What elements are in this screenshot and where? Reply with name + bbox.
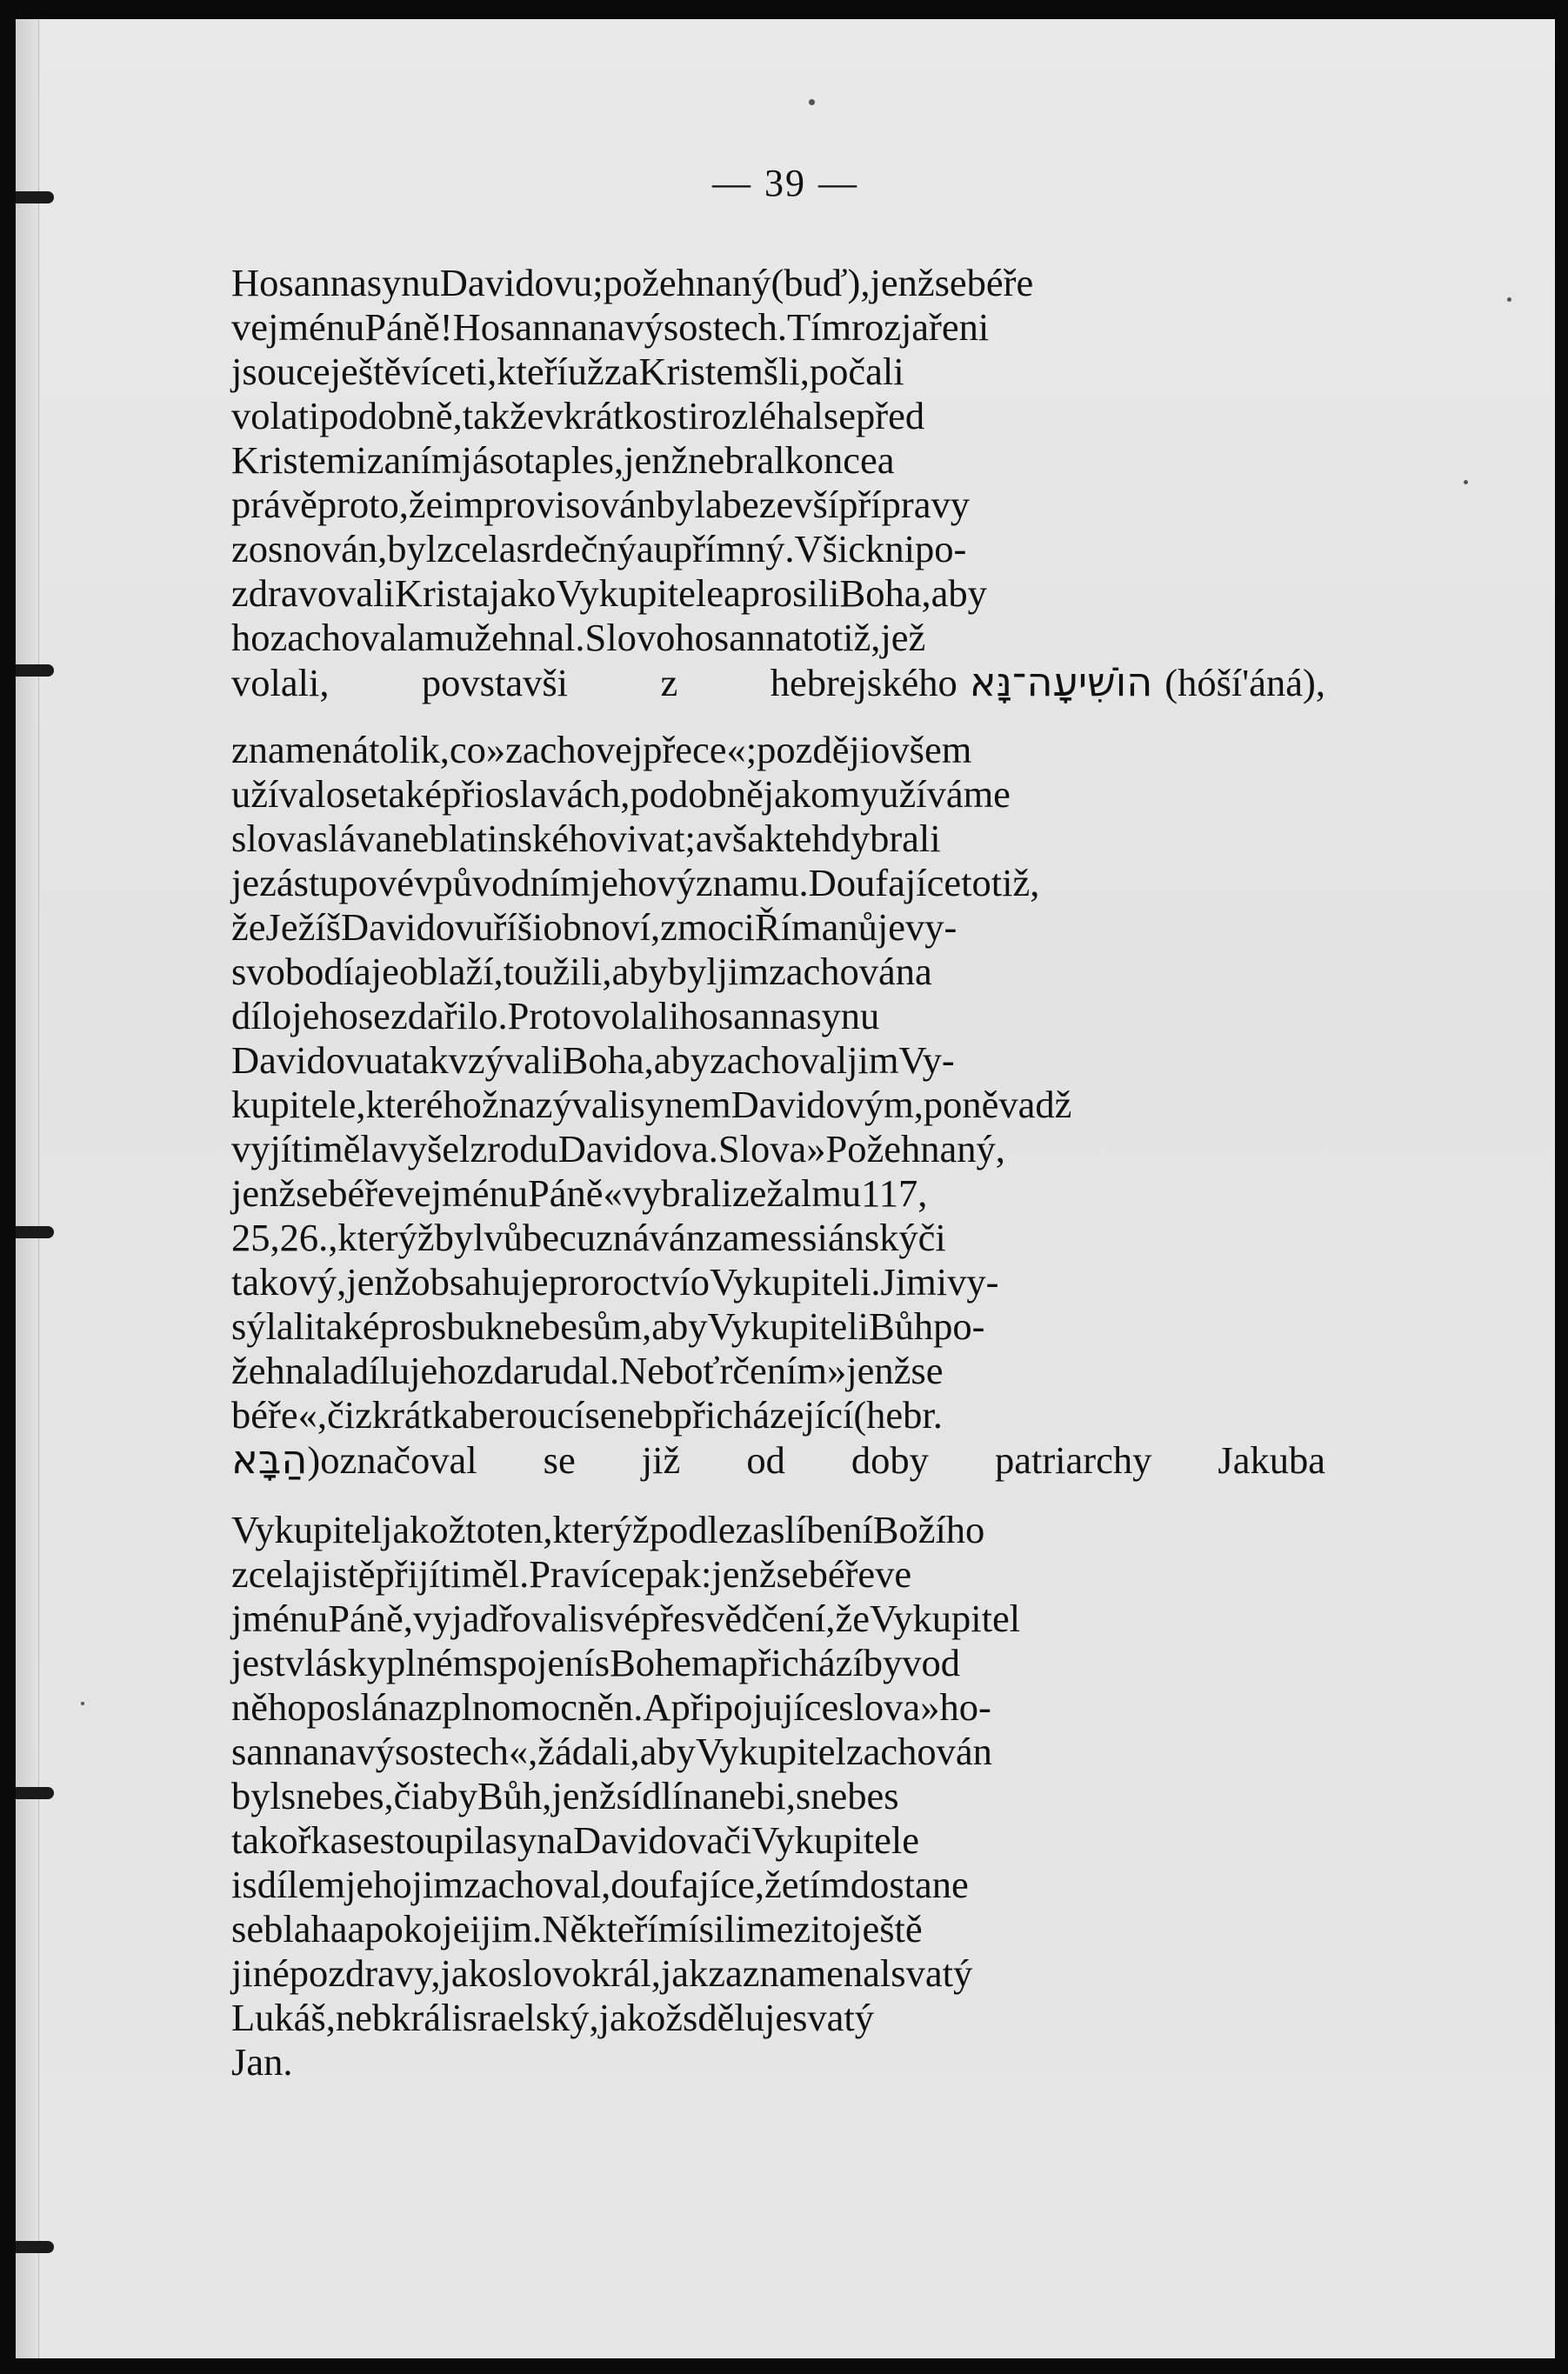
text-line: isdílemjehojimzachoval,doufajíce,žetímdostane bbox=[231, 1863, 969, 1906]
text-line: béře«,čizkrátkaberoucísenebpřicházející(hebr. bbox=[231, 1393, 943, 1437]
binding-stitch bbox=[16, 2241, 54, 2253]
text-line: žeJežíšDavidovuříšiobnoví,zmociŘímanůjevy- bbox=[231, 905, 957, 949]
text-line: právěproto,žeimprovisovánbylabezevšípřípravy bbox=[231, 483, 970, 526]
text-line: volatipodobně,takževkrátkostirozléhalsepřed bbox=[231, 394, 925, 437]
text-line: vejménuPáně!Hosannanavýsostech.Tímrozjařeni bbox=[231, 305, 990, 349]
text-line: jinépozdravy,jakoslovokrál,jakzaznamenalsvatý bbox=[231, 1951, 973, 1995]
text-line: takořkasestoupilasynaDavidovačiVykupitele bbox=[231, 1818, 919, 1862]
text-line: zosnován,bylzcelasrdečnýaupřímný.Všicknipo- bbox=[231, 527, 967, 570]
binding-stitch bbox=[16, 664, 54, 677]
text-line: kupitele,kteréhožnazývalisynemDavidovým,poněvadž bbox=[231, 1083, 1072, 1126]
paragraph-1 bbox=[231, 261, 1325, 712]
text-line: žehnaladílujehozdarudal.Neboťrčením»jenžse bbox=[231, 1349, 944, 1392]
book-page bbox=[16, 19, 1555, 2358]
text-line: užívalosetaképřioslavách,podobnějakomyužíváme bbox=[231, 772, 1011, 816]
paragraph-3 bbox=[231, 1508, 1325, 2084]
text-line: jménuPáně,vyjadřovalisvépřesvědčení,žeVykupitel bbox=[231, 1597, 1021, 1640]
text-line: DavidovuatakvzývaliBoha,abyzachovaljimVy- bbox=[231, 1038, 955, 1082]
text-line: zcelajistěpřijítiměl.Pravícepak:jenžsebéřeve bbox=[231, 1552, 912, 1596]
text-line: svobodíajeoblaží,toužili,abybyljimzachována bbox=[231, 950, 932, 993]
line-text: volali, povstavši z hebrejského bbox=[231, 661, 957, 704]
text-line: jestvláskyplnémspojenísBohemapřicházíbyvod bbox=[231, 1641, 960, 1684]
text-line: Vykupiteljakožtoten,kterýžpodlezaslíbeníBožího bbox=[231, 1508, 985, 1551]
text-line: 25,26.,kterýžbylvůbecuznávánzamessiánskýči bbox=[231, 1216, 946, 1259]
hebrew-word: הַבָּא bbox=[231, 1436, 308, 1483]
hebrew-word: הוֹשִׁיעָה־נָּא bbox=[969, 658, 1153, 705]
page-number: 39 bbox=[764, 162, 806, 204]
text-line-with-hebrew bbox=[231, 660, 1325, 712]
text-line: HosannasynuDavidovu;požehnaný(buď),jenžsebéře bbox=[231, 261, 1034, 304]
text-line: Jan. bbox=[231, 2040, 293, 2084]
ink-speck bbox=[1464, 480, 1468, 484]
paren: ) bbox=[307, 1438, 321, 1482]
text-line: znamenátolik,co»zachovejpřece«;pozdějiovšem bbox=[231, 728, 972, 771]
text-line: jenžsebéřevejménuPáně«vybralizežalmu117, bbox=[231, 1171, 928, 1215]
text-line: hozachovalamužehnal.Slovohosannatotiž,jež bbox=[231, 616, 926, 659]
text-line: něhoposlánazplnomocněn.Apřipojujíceslova»ho- bbox=[231, 1685, 991, 1729]
page-number-header bbox=[16, 161, 1555, 205]
text-line: vyjítimělavyšelzroduDavidova.Slova»Požehnaný, bbox=[231, 1127, 1005, 1170]
ink-speck bbox=[809, 99, 815, 105]
binding-stitch bbox=[16, 1787, 54, 1799]
text-line: dílojehosezdařilo.Protovolalihosannasynu bbox=[231, 994, 880, 1037]
dash-left: — bbox=[712, 162, 752, 204]
text-line: seblahaapokojeijim.Někteřímísilimezitoještě bbox=[231, 1907, 923, 1951]
binding-stitch bbox=[16, 1226, 54, 1238]
text-line-with-hebrew bbox=[231, 1437, 1325, 1490]
text-line: sýlalitaképrosbuknebesům,abyVykupiteliBůhpo- bbox=[231, 1304, 985, 1348]
text-line: Lukáš,nebkrálisraelský,jakožsdělujesvatý bbox=[231, 1996, 875, 2039]
text-line: bylsnebes,čiabyBůh,jenžsídlínanebi,snebes bbox=[231, 1774, 899, 1817]
paragraph-2 bbox=[231, 728, 1325, 1490]
dash-right: — bbox=[818, 162, 858, 204]
ink-speck bbox=[1507, 297, 1511, 302]
text-line: slovaslávaneblatinskéhovivat;avšaktehdybrali bbox=[231, 817, 941, 860]
page-binding bbox=[16, 19, 39, 2358]
text-line: Kristemizanímjásotaples,jenžnebralkoncea bbox=[231, 438, 895, 482]
text-line: jezástupovévpůvodnímjehovýznamu.Doufajícetotiž, bbox=[231, 861, 1040, 904]
text-line: sannanavýsostech«,žádali,abyVykupitelzachován bbox=[231, 1730, 992, 1773]
ink-speck bbox=[81, 1702, 84, 1705]
text-line: takový,jenžobsahujeproroctvíoVykupiteli.Jimivy- bbox=[231, 1260, 999, 1304]
text-line: jsouceještěvíceti,kteříužzaKristemšli,počali bbox=[231, 350, 904, 393]
transliteration: (hóší'áná), bbox=[1164, 661, 1325, 704]
text-line: zdravovaliKristajakoVykupiteleaprosiliBoha,aby bbox=[231, 571, 987, 615]
line-text: označoval se již od doby patriarchy Jakuba bbox=[320, 1438, 1325, 1482]
